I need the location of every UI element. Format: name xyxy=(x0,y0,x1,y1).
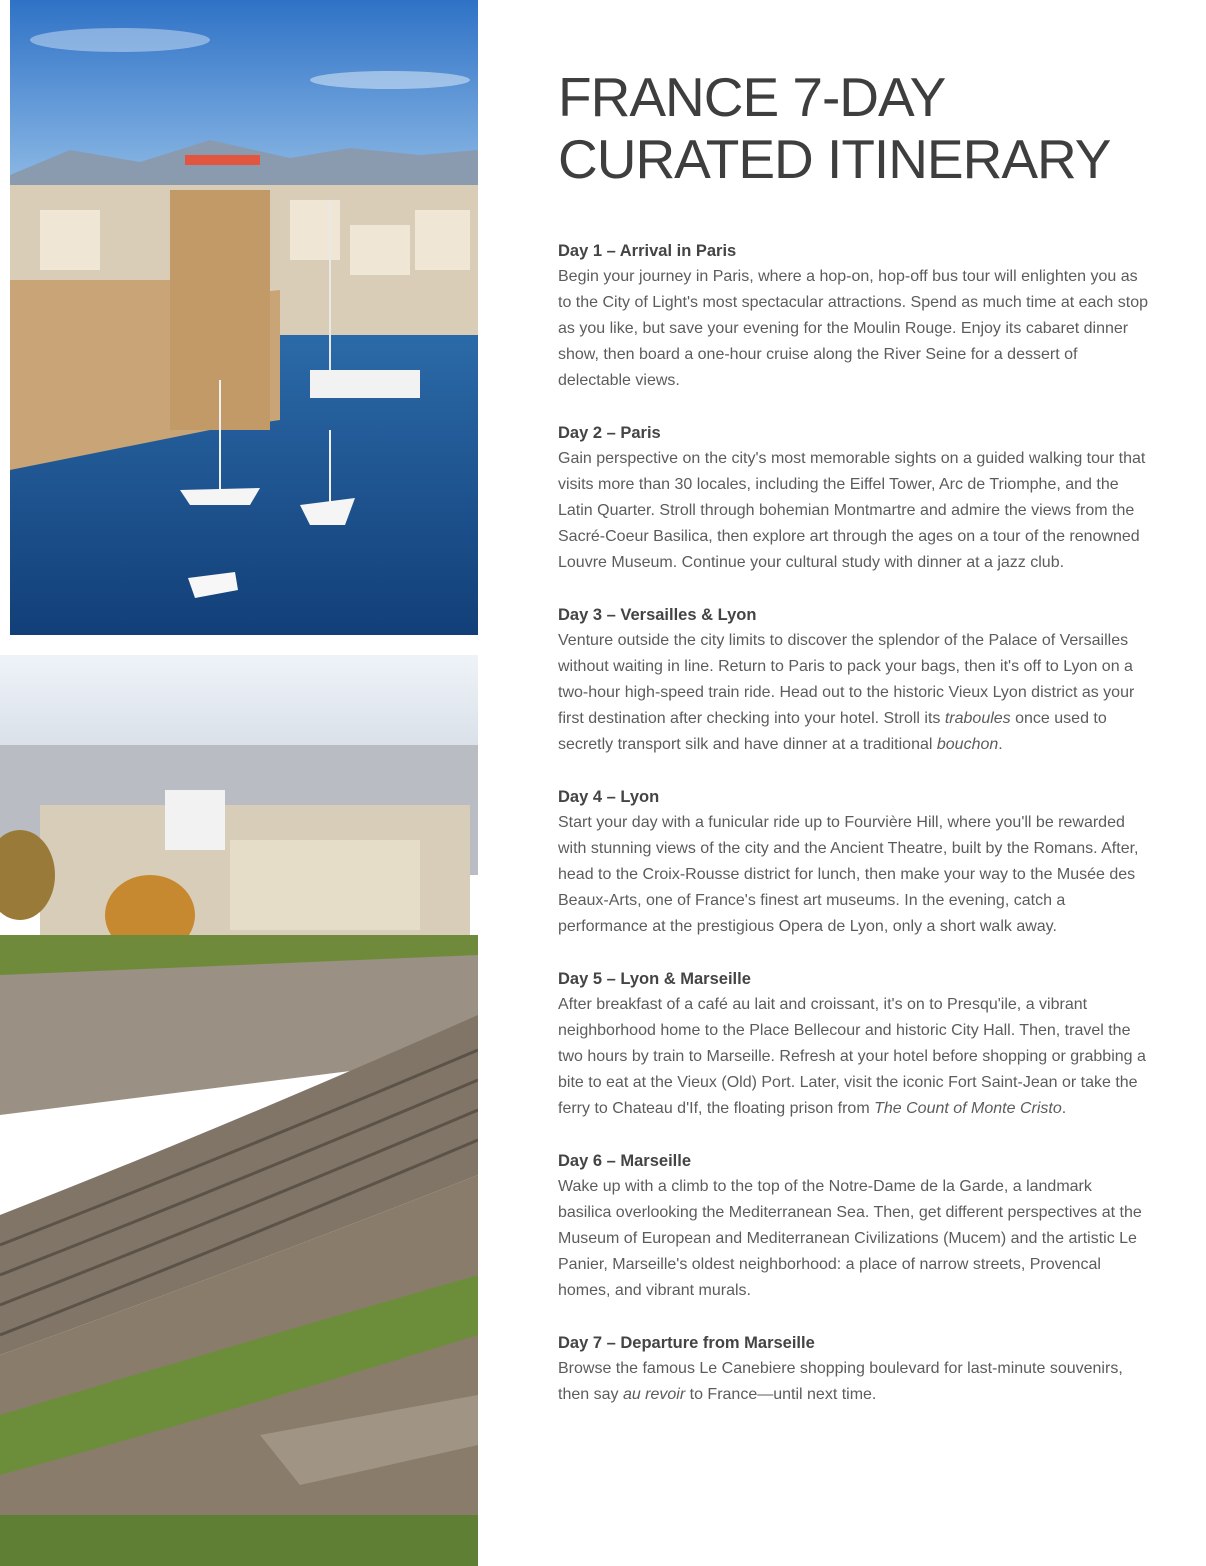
day-heading: Day 7 – Departure from Marseille xyxy=(558,1334,815,1352)
lyon-theatre-illustration xyxy=(0,655,478,1566)
day-description: Wake up with a climb to the top of the Notre-Dame de la Garde, a landmark basilica overlooking the Mediterranean Sea. Then, get different perspectives at the Museum of European and Mediterranean Civilizations (Mucem) and the artistic Le Panier, Marseille's oldest neighborhood: a place of narrow streets, Provencal homes, and vibrant murals. xyxy=(558,1178,1142,1299)
italic-term: The Count of Monte Cristo xyxy=(874,1100,1062,1117)
day-heading: Day 3 – Versailles & Lyon xyxy=(558,606,757,624)
day-heading: Day 1 – Arrival in Paris xyxy=(558,242,737,260)
day-7-section xyxy=(558,1330,1148,1408)
day-4-section xyxy=(558,784,1148,940)
italic-term: traboules xyxy=(944,710,1011,727)
itinerary-content xyxy=(558,66,1148,1434)
day-1-section xyxy=(558,238,1148,394)
marseille-harbor-illustration xyxy=(10,0,478,635)
day-3-section xyxy=(558,602,1148,758)
day-heading: Day 4 – Lyon xyxy=(558,788,660,806)
page-title xyxy=(558,66,1148,190)
photo-marseille-harbor xyxy=(10,0,478,635)
italic-term: bouchon xyxy=(936,736,999,753)
day-2-section xyxy=(558,420,1148,576)
day-heading: Day 5 – Lyon & Marseille xyxy=(558,970,751,988)
day-description: Gain perspective on the city's most memorable sights on a guided walking tour that visits more than 30 locales, including the Eiffel Tower, Arc de Triomphe, and the Latin Quarter. Stroll through bohemian Montmartre and admire the views from the Sacré-Coeur Basilica, then explore art through the ages on a tour of the renowned Louvre Museum. Continue your cultural study with dinner at a jazz club. xyxy=(558,450,1146,571)
day-5-section xyxy=(558,966,1148,1122)
page-title-line-1: FRANCE 7-DAY xyxy=(558,66,946,128)
italic-term: au revoir xyxy=(622,1386,686,1403)
day-6-section xyxy=(558,1148,1148,1304)
day-description: Venture outside the city limits to discover the splendor of the Palace of Versailles without waiting in line. Return to Paris to pack your bags, then it's off to Lyon on a two-hour high-speed train ride. Head out to the historic Vieux Lyon district as your first destination after checking into your hotel. Stroll its traboules once used to secretly transport silk and have dinner at a traditional bouchon. xyxy=(558,632,1135,753)
day-description: After breakfast of a café au lait and croissant, it's on to Presqu'ile, a vibrant neighborhood home to the Place Bellecour and historic City Hall. Then, travel the two hours by train to Marseille. Refresh at your hotel before shopping or grabbing a bite to eat at the Vieux (Old) Port. Later, visit the iconic Fort Saint-Jean or take the ferry to Chateau d'If, the floating prison from The Count of Monte Cristo. xyxy=(558,996,1146,1117)
day-heading: Day 2 – Paris xyxy=(558,424,661,442)
day-description: Browse the famous Le Canebiere shopping boulevard for last-minute souvenirs, then say au revoir to France—until next time. xyxy=(558,1360,1123,1403)
day-heading: Day 6 – Marseille xyxy=(558,1152,691,1170)
day-description: Begin your journey in Paris, where a hop-on, hop-off bus tour will enlighten you as to the City of Light's most spectacular attractions. Spend as much time at each stop as you like, but save your evening for the Moulin Rouge. Enjoy its cabaret dinner show, then board a one-hour cruise along the River Seine for a dessert of delectable views. xyxy=(558,268,1149,389)
page-title-line-2: CURATED ITINERARY xyxy=(558,128,1111,190)
day-description: Start your day with a funicular ride up to Fourvière Hill, where you'll be rewarded with stunning views of the city and the Ancient Theatre, built by the Romans. After, head to the Croix-Rousse district for lunch, then make your way to the Musée des Beaux-Arts, one of France's finest art museums. In the evening, catch a performance at the prestigious Opera de Lyon, only a short walk away. xyxy=(558,814,1139,935)
photo-lyon-roman-theatre xyxy=(0,655,478,1566)
